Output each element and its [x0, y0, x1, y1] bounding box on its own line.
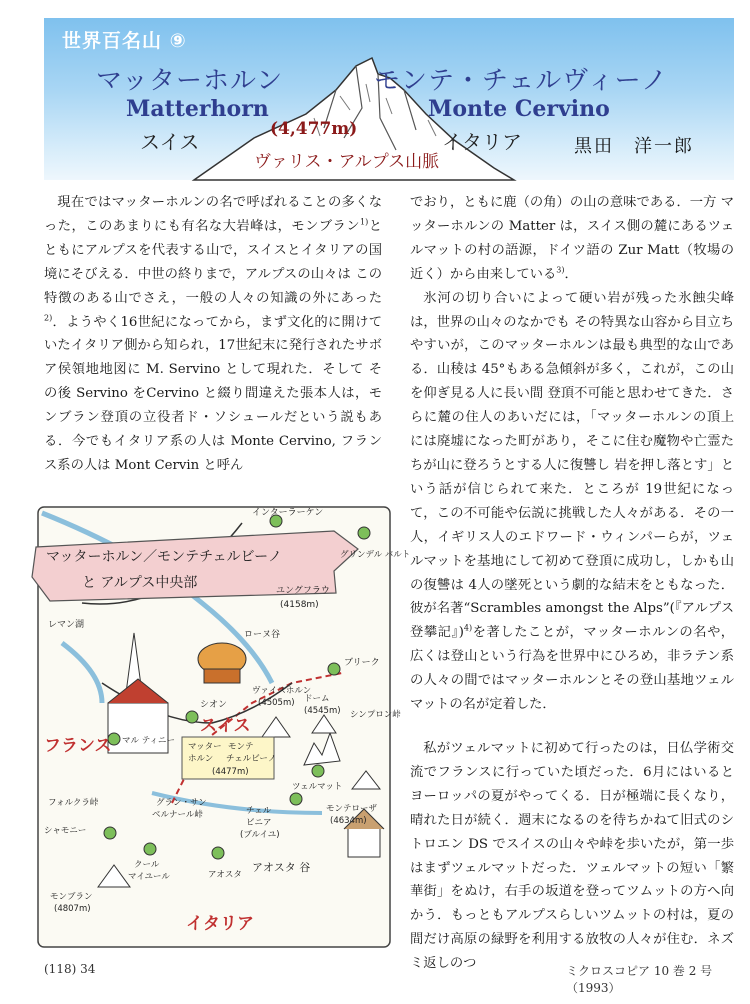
article-column-right-lower [410, 737, 734, 976]
label-jungfrau: ユングフラウ [276, 586, 330, 596]
country-switzerland: スイス [140, 130, 200, 154]
label-dom: ドーム [304, 694, 330, 704]
label-aosta: アオスタ [208, 870, 242, 880]
page-number: (118) 34 [44, 962, 96, 976]
box-label-2: ホルン [188, 754, 214, 764]
label-montblanc: モンブラン [50, 892, 93, 902]
label-dom-height: (4545m) [304, 706, 341, 716]
paragraph: 現在ではマッターホルンの名で呼ばれることの多くなった，このあまりにも有名な大岩峰は，モンブラン$^{1)}$とともにアルプスを代表する山で，スイスとイタリアの国境にそびえる．中世の終りまで，アルプスの山々は この特徴のある山でさえ，一般の人々の知識の外にあった$^{2)}$．ようやく16世紀になってから，まず文化的に開けていたイタリア側から知られ，17世紀末に発行されたサボア侯領地地図に M. Servino として現れた．そして その後 Servino をCervino と綴り間違えた張本人は，モンブラン登頂の立役者ド・ソシュールだという説もある．今でもイタリア系の人は Monte Cervino, フランス系の人は Mont Cervin と呼ん [44, 195, 383, 473]
label-rhone: ローヌ谷 [244, 630, 281, 640]
height-label: (4,477m) [270, 119, 358, 139]
series-label: 世界百名山 ⑨ [62, 30, 187, 52]
label-country-swiss: スイス [200, 716, 251, 736]
title-ja-matterhorn: マッターホルン [96, 66, 284, 96]
box-label-4: チェルビーノ [226, 754, 277, 764]
label-grindelwald: グリンデル バルト [340, 550, 411, 560]
label-country-italy: イタリア [186, 914, 254, 934]
label-courmayeur-1: クール [134, 860, 160, 870]
range-label: ヴァリス・アルプス山脈 [254, 152, 440, 172]
label-brig: ブリーク [344, 658, 380, 668]
label-country-france: フランス [44, 736, 112, 756]
label-martigny: マル ティニー [122, 736, 176, 746]
map-title-line1: マッターホルン／モンテチェルビーノ [46, 549, 282, 565]
label-monterosa-height: (4634m) [330, 816, 367, 826]
box-label-1: マッター [188, 742, 222, 752]
author-name: 黒田 洋一郎 [574, 136, 694, 157]
paragraph: 氷河の切り合いによって硬い岩が残った氷蝕尖峰は，世界の山々のなかでも その特異な山容から目立ちやすいが，このマッターホルンは最も典型的な山である．山稜は 45°もある急傾斜が多く，これが，この山を仰ぎ見る人に長い間 登頂不可能と思わせてきた．さらに麓の住人のあいだには，「マッターホルンの頂上には廃墟になった町があり，そこに住む魔物や亡霊たちが山に登ろうとする人に復讐し 岩を押し落とす」という話が信じられて来た．ところが 19世紀になって，この不可能や伝説に挑戦した人々がある．その一人，イギリス人のエドワード・ウィンパーらが，ツェルマットを基地にして初めて登頂に成功し，しかも山の復讐は 4人の墜死という劇的な結末をともなった．彼が名著“Scrambles amongst the Alps”(『アルプス登攀記』)$^{4)}$を著したことが，マッターホルンの名や，広くは登山という行為を世界中にひろめ，非ラテン系の人々の間ではマッターホルンとその登山基地ツェルマットの名が定着した． [410, 290, 734, 713]
label-weisshorn-height: (4505m) [258, 698, 295, 708]
label-interlaken: インターラーケン [252, 508, 324, 518]
label-cervinia-1: チェル [246, 806, 272, 816]
label-leman: レマン湖 [48, 620, 85, 630]
label-cervinia-3: (ブルイユ) [240, 830, 280, 840]
label-gsb-1: グラン・サン [156, 798, 207, 808]
article-column-left [44, 191, 382, 478]
label-cervinia-2: ビニア [246, 818, 272, 828]
label-simplon: シンプロン峠 [350, 710, 401, 720]
label-weisshorn: ヴァイスホルン [252, 686, 312, 696]
label-forclaz: フォルクラ峠 [48, 798, 99, 808]
fondue-illustration [198, 643, 246, 683]
title-en-monte-cervino: Monte Cervino [428, 96, 610, 122]
label-gsb-2: ベルナール峠 [152, 810, 203, 820]
alps-map [22, 493, 411, 953]
label-aosta-valley: アオスタ 谷 [252, 861, 311, 874]
label-jungfrau-height: (4158m) [280, 600, 319, 610]
box-height: (4477m) [212, 767, 249, 777]
label-sion: シオン [200, 700, 228, 710]
label-zermatt: ツェルマット [292, 782, 343, 792]
box-label-3: モンテ [228, 742, 254, 752]
journal-citation: ミクロスコピア 10 巻 2 号（1993） [566, 964, 713, 995]
label-courmayeur-2: マイユール [128, 872, 170, 882]
title-ja-monte-cervino: モンテ・チェルヴィーノ [374, 66, 669, 96]
map-title-line2: と アルプス中央部 [82, 575, 198, 591]
title-en-matterhorn: Matterhorn [126, 96, 269, 122]
article-column-right [410, 191, 734, 717]
label-montblanc-height: (4807m) [54, 904, 91, 914]
label-chamonix: シャモニー [44, 826, 87, 836]
paragraph: 私がツェルマットに初めて行ったのは，日仏学術交流でフランスに行っていた頃だった．6月にはいるとヨーロッパの夏がやってくる．日が極端に長くなり，晴れた日が続く．週末になるのを待ちかねて旧式のシトロエン DS でスイスの山々や峠を歩いたが，第一歩はまずツェルマットだった．ツェルマットの短い「繁華街」をぬけ，右手の坂道を登ってツムットの方へ向かう．もっともアルプスらしいツムットの村は，夏の間だけ高原の緑野を利用する放牧の人々が住む．ネズミ返しのつ [410, 741, 734, 972]
paragraph: でおり，ともに鹿（の角）の山の意味である．一方 マッターホルンの Matter は，スイス側の麓にあるツェルマットの村の語源，ドイツ語の Zur Matt（牧場の近く）から由来している$^{3)}$． [410, 195, 734, 282]
label-monterosa: モンテローザ [326, 804, 378, 814]
country-italy: イタリア [442, 130, 522, 154]
